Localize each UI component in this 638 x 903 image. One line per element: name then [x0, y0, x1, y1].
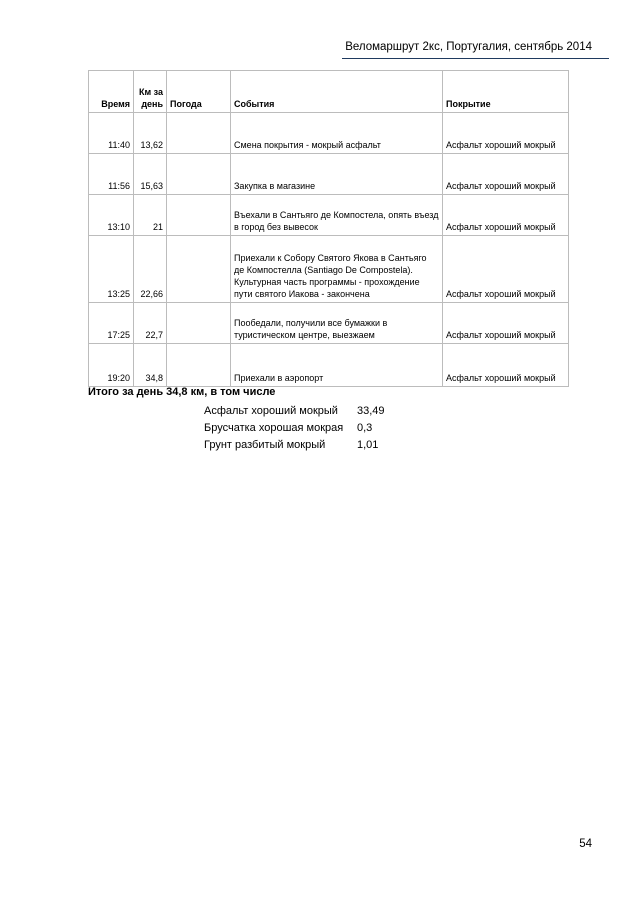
page-number: 54 — [579, 838, 592, 850]
route-log-table — [88, 70, 569, 387]
table-row — [89, 195, 569, 236]
breakdown-label: Брусчатка хорошая мокрая — [204, 422, 344, 434]
cell-surface: Асфальт хороший мокрый — [443, 195, 569, 236]
cell-time: 13:25 — [89, 236, 134, 303]
cell-time: 13:10 — [89, 195, 134, 236]
cell-event: Въехали в Сантьяго де Компостела, опять въезд в город без вывесок — [231, 195, 443, 236]
cell-surface: Асфальт хороший мокрый — [443, 113, 569, 154]
cell-weather — [167, 303, 231, 344]
breakdown-value: 0,3 — [357, 422, 373, 434]
cell-event: Пообедали, получили все бумажки в туристическом центре, выезжаем — [231, 303, 443, 344]
header-weather: Погода — [167, 71, 231, 113]
cell-surface: Асфальт хороший мокрый — [443, 303, 569, 344]
cell-event: Смена покрытия - мокрый асфальт — [231, 113, 443, 154]
header-events: События — [231, 71, 443, 113]
table-row — [89, 113, 569, 154]
cell-surface: Асфальт хороший мокрый — [443, 236, 569, 303]
table-row — [89, 344, 569, 387]
cell-time: 11:40 — [89, 113, 134, 154]
cell-km: 21 — [134, 195, 167, 236]
cell-time: 17:25 — [89, 303, 134, 344]
table-header-row — [89, 71, 569, 113]
cell-weather — [167, 344, 231, 387]
cell-event: Закупка в магазине — [231, 154, 443, 195]
cell-weather — [167, 113, 231, 154]
cell-surface: Асфальт хороший мокрый — [443, 344, 569, 387]
cell-km: 34,8 — [134, 344, 167, 387]
header-rule — [342, 58, 609, 59]
header-surface: Покрытие — [443, 71, 569, 113]
header-km: Км за день — [134, 71, 167, 113]
cell-event: Приехали к Собору Святого Якова в Сантьяго де Компостелла (Santiago De Compostela). Культурная часть программы - прохождение пути святого Иакова - закончена — [231, 236, 443, 303]
cell-surface: Асфальт хороший мокрый — [443, 154, 569, 195]
breakdown-label: Асфальт хороший мокрый — [204, 405, 338, 417]
cell-time: 11:56 — [89, 154, 134, 195]
cell-time: 19:20 — [89, 344, 134, 387]
breakdown-label: Грунт разбитый мокрый — [204, 439, 326, 451]
table-row — [89, 236, 569, 303]
cell-weather — [167, 195, 231, 236]
summary-title: Итого за день 34,8 км, в том числе — [88, 386, 276, 398]
table-row — [89, 154, 569, 195]
cell-km: 22,7 — [134, 303, 167, 344]
breakdown-value: 1,01 — [357, 439, 379, 451]
cell-km: 15,63 — [134, 154, 167, 195]
header-time: Время — [89, 71, 134, 113]
breakdown-value: 33,49 — [357, 405, 385, 417]
header-title: Веломаршрут 2кс, Португалия, сентябрь 2014 — [345, 41, 592, 53]
day-summary — [88, 385, 275, 399]
cell-km: 13,62 — [134, 113, 167, 154]
cell-weather — [167, 154, 231, 195]
cell-km: 22,66 — [134, 236, 167, 303]
cell-weather — [167, 236, 231, 303]
cell-event: Приехали в аэропорт — [231, 344, 443, 387]
table-row — [89, 303, 569, 344]
